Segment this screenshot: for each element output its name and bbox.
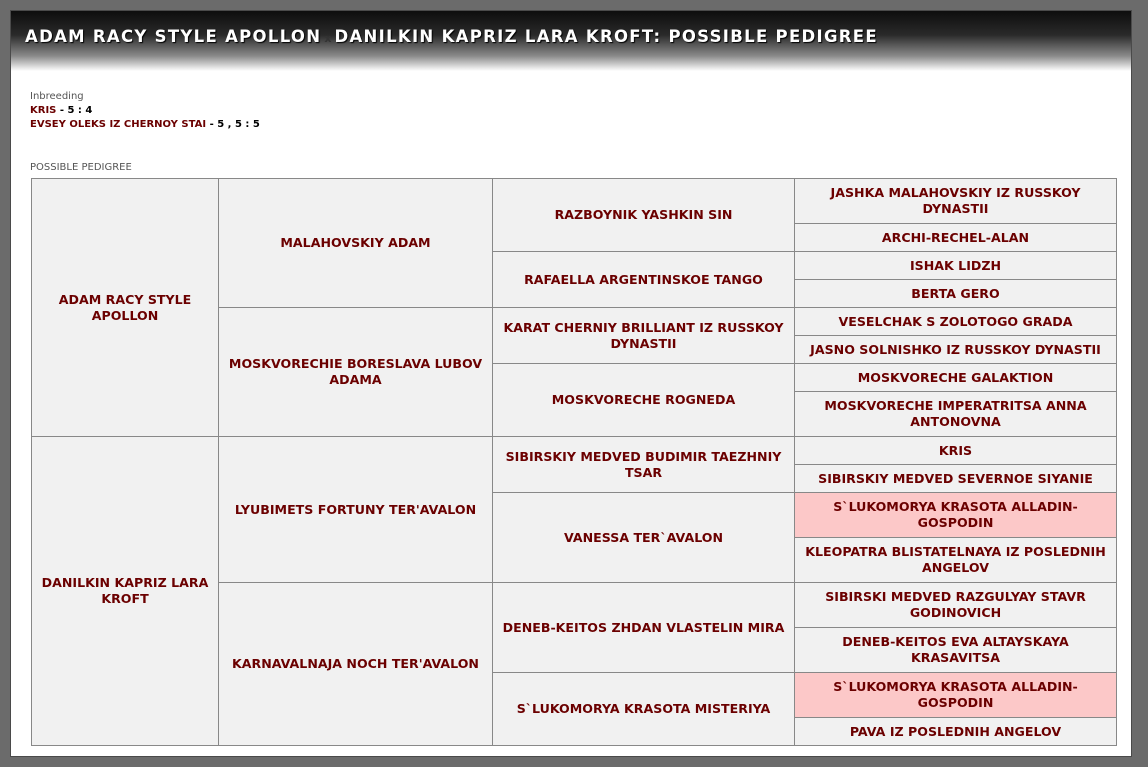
pedigree-gen4-cell[interactable]: KRIS xyxy=(795,437,1117,465)
pedigree-gen4-cell[interactable]: SIBIRSKIY MEDVED SEVERNOE SIYANIE xyxy=(795,465,1117,493)
pedigree-gen4-cell[interactable]: JASNO SOLNISHKO IZ RUSSKOY DYNASTII xyxy=(795,336,1117,364)
pedigree-gen3-cell[interactable]: VANESSA TER`AVALON xyxy=(493,493,795,583)
pedigree-gen3-cell[interactable]: S`LUKOMORYA KRASOTA MISTERIYA xyxy=(493,673,795,746)
pedigree-gen4-cell[interactable]: DENEB-KEITOS EVA ALTAYSKAYA KRASAVITSA xyxy=(795,628,1117,673)
pedigree-gen3-cell[interactable]: RAZBOYNIK YASHKIN SIN xyxy=(493,179,795,252)
inbreeding-label: Inbreeding xyxy=(30,91,84,102)
pedigree-dam[interactable]: DANILKIN KAPRIZ LARA KROFT xyxy=(32,437,219,746)
inbreeding-name[interactable]: KRIS xyxy=(30,105,57,116)
pedigree-gen4-cell[interactable]: KLEOPATRA BLISTATELNAYA IZ POSLEDNIH ANGELOV xyxy=(795,538,1117,583)
inbreeding-item xyxy=(30,119,260,130)
inbreeding-value: - 5 : 4 xyxy=(56,105,93,116)
pedigree-gen3-cell[interactable]: RAFAELLA ARGENTINSKOE TANGO xyxy=(493,252,795,308)
pedigree-gen4-cell-highlighted[interactable]: S`LUKOMORYA KRASOTA ALLADIN-GOSPODIN xyxy=(795,493,1117,538)
pedigree-sire-dam[interactable]: MOSKVORECHIE BORESLAVA LUBOV ADAMA xyxy=(219,308,493,437)
pedigree-dam-sire[interactable]: LYUBIMETS FORTUNY TER'AVALON xyxy=(219,437,493,583)
pedigree-gen4-cell[interactable]: SIBIRSKI MEDVED RAZGULYAY STAVR GODINOVICH xyxy=(795,583,1117,628)
pedigree-window xyxy=(10,10,1132,757)
pedigree-gen4-cell[interactable]: MOSKVORECHE IMPERATRITSA ANNA ANTONOVNA xyxy=(795,392,1117,437)
pedigree-sire-sire[interactable]: MALAHOVSKIY ADAM xyxy=(219,179,493,308)
title-bar xyxy=(11,11,1131,71)
inbreeding-item xyxy=(30,105,260,116)
pedigree-gen4-cell[interactable]: VESELCHAK S ZOLOTOGO GRADA xyxy=(795,308,1117,336)
pedigree-sire[interactable]: ADAM RACY STYLE APOLLON xyxy=(32,179,219,437)
inbreeding-name[interactable]: EVSEY OLEKS IZ CHERNOY STAI xyxy=(30,119,207,130)
pedigree-gen4-cell[interactable]: ARCHI-RECHEL-ALAN xyxy=(795,224,1117,252)
title-dam[interactable]: DANILKIN KAPRIZ LARA KROFT: POSSIBLE PEDIGREE xyxy=(334,27,878,46)
pedigree-gen3-cell[interactable]: MOSKVORECHE ROGNEDA xyxy=(493,364,795,437)
title-sire[interactable]: ADAM RACY STYLE APOLLON xyxy=(25,27,322,46)
pedigree-label: POSSIBLE PEDIGREE xyxy=(30,162,132,173)
pedigree-gen4-cell-highlighted[interactable]: S`LUKOMORYA KRASOTA ALLADIN-GOSPODIN xyxy=(795,673,1117,718)
pedigree-dam-dam[interactable]: KARNAVALNAJA NOCH TER'AVALON xyxy=(219,583,493,746)
title-separator: x xyxy=(324,32,332,45)
pedigree-gen3-cell[interactable]: DENEB-KEITOS ZHDAN VLASTELIN MIRA xyxy=(493,583,795,673)
pedigree-gen3-cell[interactable]: KARAT CHERNIY BRILLIANT IZ RUSSKOY DYNASTII xyxy=(493,308,795,364)
inbreeding-section xyxy=(30,91,260,130)
pedigree-gen4-cell[interactable]: ISHAK LIDZH xyxy=(795,252,1117,280)
pedigree-table xyxy=(31,178,1117,746)
pedigree-gen4-cell[interactable]: PAVA IZ POSLEDNIH ANGELOV xyxy=(795,718,1117,746)
inbreeding-value: - 5 , 5 : 5 xyxy=(206,119,260,130)
pedigree-gen4-cell[interactable]: JASHKA MALAHOVSKIY IZ RUSSKOY DYNASTII xyxy=(795,179,1117,224)
pedigree-gen4-cell[interactable]: MOSKVORECHE GALAKTION xyxy=(795,364,1117,392)
pedigree-gen4-cell[interactable]: BERTA GERO xyxy=(795,280,1117,308)
pedigree-gen3-cell[interactable]: SIBIRSKIY MEDVED BUDIMIR TAEZHNIY TSAR xyxy=(493,437,795,493)
